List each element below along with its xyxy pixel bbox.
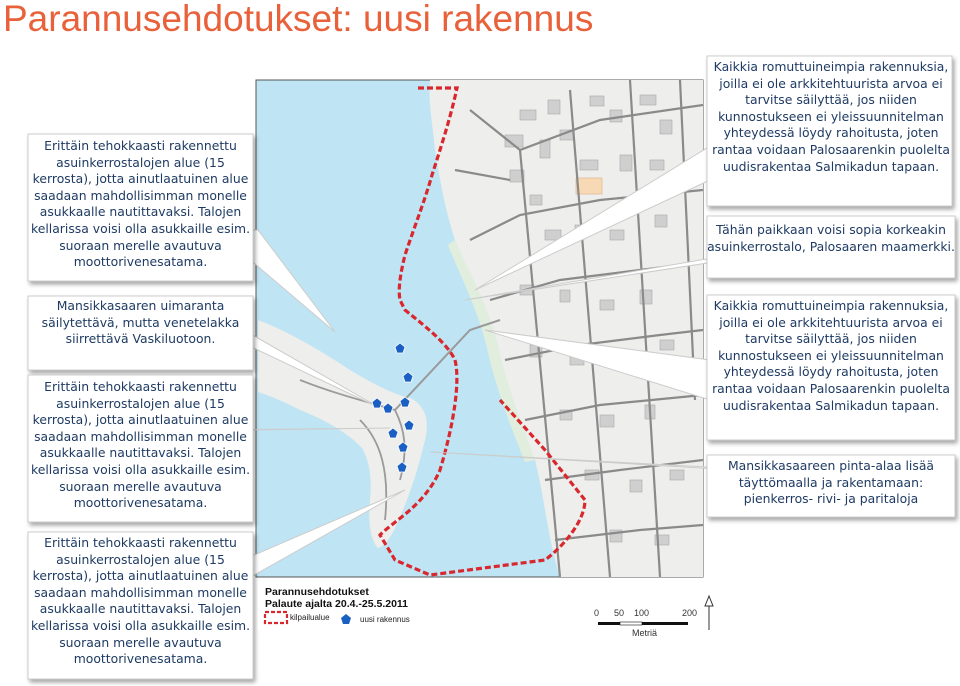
callout-right-top2: Tähän paikkaan voisi sopia korkeakin asuinkerrostalo, Palosaaren maamerkki. <box>707 222 955 254</box>
scale-bar <box>598 622 688 625</box>
callout-left-mid1: Mansikkasaaren uimaranta säilytettävä, mutta venetelakka siirrettävä Vaskiluotoon. <box>41 298 240 347</box>
legend-area-label: kilpailualue <box>290 613 330 622</box>
page-title: Parannusehdotukset: uusi rakennus <box>3 0 594 39</box>
legend-title-line2: Palaute ajalta 20.4.-25.5.2011 <box>265 598 409 610</box>
scale-tick-200: 200 <box>682 608 698 618</box>
callout-right-mid: Kaikkia romuttuineimpia rakennuksia, joilla ei ole arkkitehtuurista arvoa ei tarvitse säilyttää, jos niiden kunnostukseen ei yleissuunnitelman yhteydessä löydy rahoitusta, joten rantaa voidaan Palosaarenkin puolelta uudisrakentaa Salmikadun tapaan. <box>712 298 950 413</box>
callout-right-bottom: Mansikkasaareen pinta-alaa lisää täyttömaalla ja rakentamaan: pienkerros- rivi- ja paritaloja <box>727 458 935 507</box>
callout-left-top: Erittäin tehokkaasti rakennettu asuinkerrostalojen alue (15 kerrosta), jotta ainutlaatuinen alue saadaan mahdollisimman monelle asukkaalle nautittavaksi. Talojen kellarissa voisi olla asukkaille esim. suoraan merelle avautuva moottorivenesatama. <box>30 138 251 270</box>
legend-marker-label: uusi rakennus <box>360 615 410 624</box>
callout-left-mid2: Erittäin tehokkaasti rakennettu asuinkerrostalojen alue (15 kerrosta), jotta ainutlaatuinen alue saadaan mahdollisimman monelle asukkaalle nautittavaksi. Talojen kellarissa voisi olla asukkaille esim. suoraan merelle avautuva moottorivenesatama. <box>30 379 251 511</box>
legend-title-line1: Parannusehdotukset <box>265 586 369 598</box>
legend-title <box>265 586 408 610</box>
scale-tick-50: 50 <box>614 608 625 618</box>
highlight-lot <box>576 178 602 194</box>
scale-unit: Metriä <box>632 628 658 638</box>
callout-left-bottom: Erittäin tehokkaasti rakennettu asuinkerrostalojen alue (15 kerrosta), jotta ainutlaatuinen alue saadaan mahdollisimman monelle asukkaalle nautittavaksi. Talojen kellarissa voisi olla asukkaille esim. suoraan merelle avautuva moottorivenesatama. <box>30 535 251 667</box>
scale-tick-0: 0 <box>594 608 600 618</box>
callout-right-top: Kaikkia romuttuineimpia rakennuksia, joilla ei ole arkkitehtuurista arvoa ei tarvitse säilyttää, jos niiden kunnostukseen ei yleissuunnitelman yhteydessä löydy rahoitusta, joten rantaa voidaan Palosaarenkin puolelta uudisrakentaa Salmikadun tapaan. <box>712 59 950 174</box>
north-arrow <box>705 596 713 630</box>
scale-tick-100: 100 <box>634 608 650 618</box>
